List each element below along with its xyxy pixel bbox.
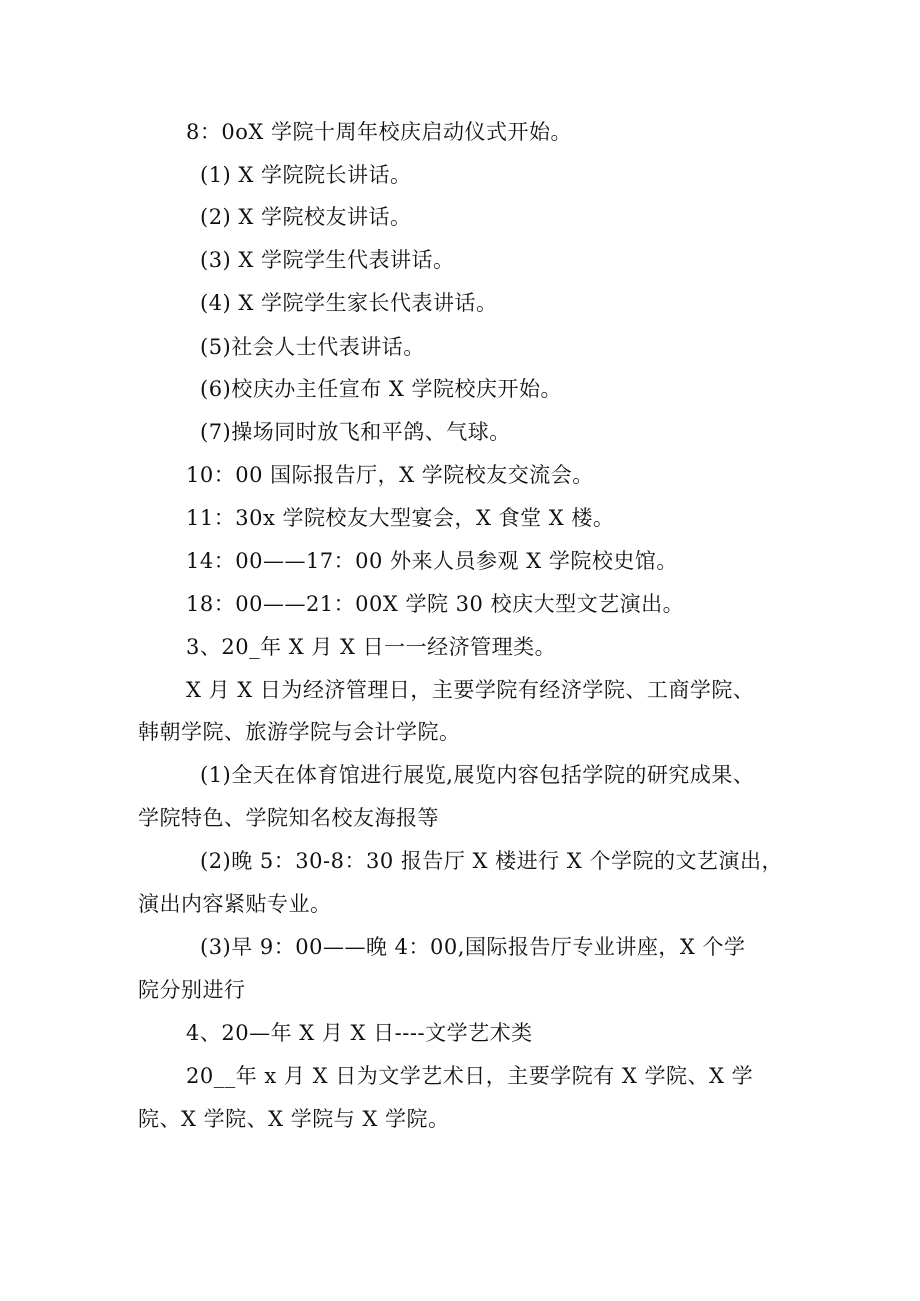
list-item-6: (6)校庆办主任宣布 X 学院校庆开始。 — [200, 377, 563, 401]
paragraph-line: 院分别进行 — [138, 978, 246, 1002]
list-item-3: (3) X 学院学生代表讲话。 — [200, 248, 455, 272]
paragraph-line: 韩朝学院、旅游学院与会计学院。 — [138, 720, 461, 744]
section-heading-3: 3、20_年 X 月 X 日一一经济管理类。 — [186, 635, 557, 659]
section-heading-4: 4、20—年 X 月 X 日----文学艺术类 — [186, 1021, 533, 1045]
list-item-4: (4) X 学院学生家长代表讲话。 — [200, 291, 498, 315]
list-item-2: (2) X 学院校友讲话。 — [200, 205, 412, 229]
paragraph-line: 20__年 x 月 X 日为文学艺术日，主要学院有 X 学院、X 学 — [186, 1064, 754, 1088]
list-item-1: (1) X 学院院长讲话。 — [200, 163, 412, 187]
schedule-line-1000: 10：00 国际报告厅，X 学院校友交流会。 — [186, 463, 594, 487]
paragraph-line: (1)全天在体育馆进行展览,展览内容包括学院的研究成果、 — [200, 763, 755, 787]
schedule-line-1130: 11：30x 学院校友大型宴会，X 食堂 X 楼。 — [186, 506, 615, 530]
list-item-7: (7)操场同时放飞和平鸽、气球。 — [200, 420, 511, 444]
paragraph-line: 学院特色、学院知名校友海报等 — [138, 806, 439, 830]
paragraph-line: (3)早 9：00——晚 4：00,国际报告厅专业讲座，X 个学 — [200, 935, 746, 959]
paragraph-line: 院、X 学院、X 学院与 X 学院。 — [138, 1107, 450, 1131]
schedule-line-0800: 8：0oX 学院十周年校庆启动仪式开始。 — [186, 120, 572, 144]
paragraph-line: 演出内容紧贴专业。 — [138, 892, 332, 916]
paragraph-line: X 月 X 日为经济管理日，主要学院有经济学院、工商学院、 — [186, 678, 755, 702]
schedule-line-1800: 18：00——21：00X 学院 30 校庆大型文艺演出。 — [186, 592, 685, 616]
paragraph-line: (2)晚 5：30-8：30 报告厅 X 楼进行 X 个学院的文艺演出， — [200, 849, 783, 873]
list-item-5: (5)社会人士代表讲话。 — [200, 335, 425, 359]
schedule-line-1400: 14：00——17：00 外来人员参观 X 学院校史馆。 — [186, 549, 678, 573]
